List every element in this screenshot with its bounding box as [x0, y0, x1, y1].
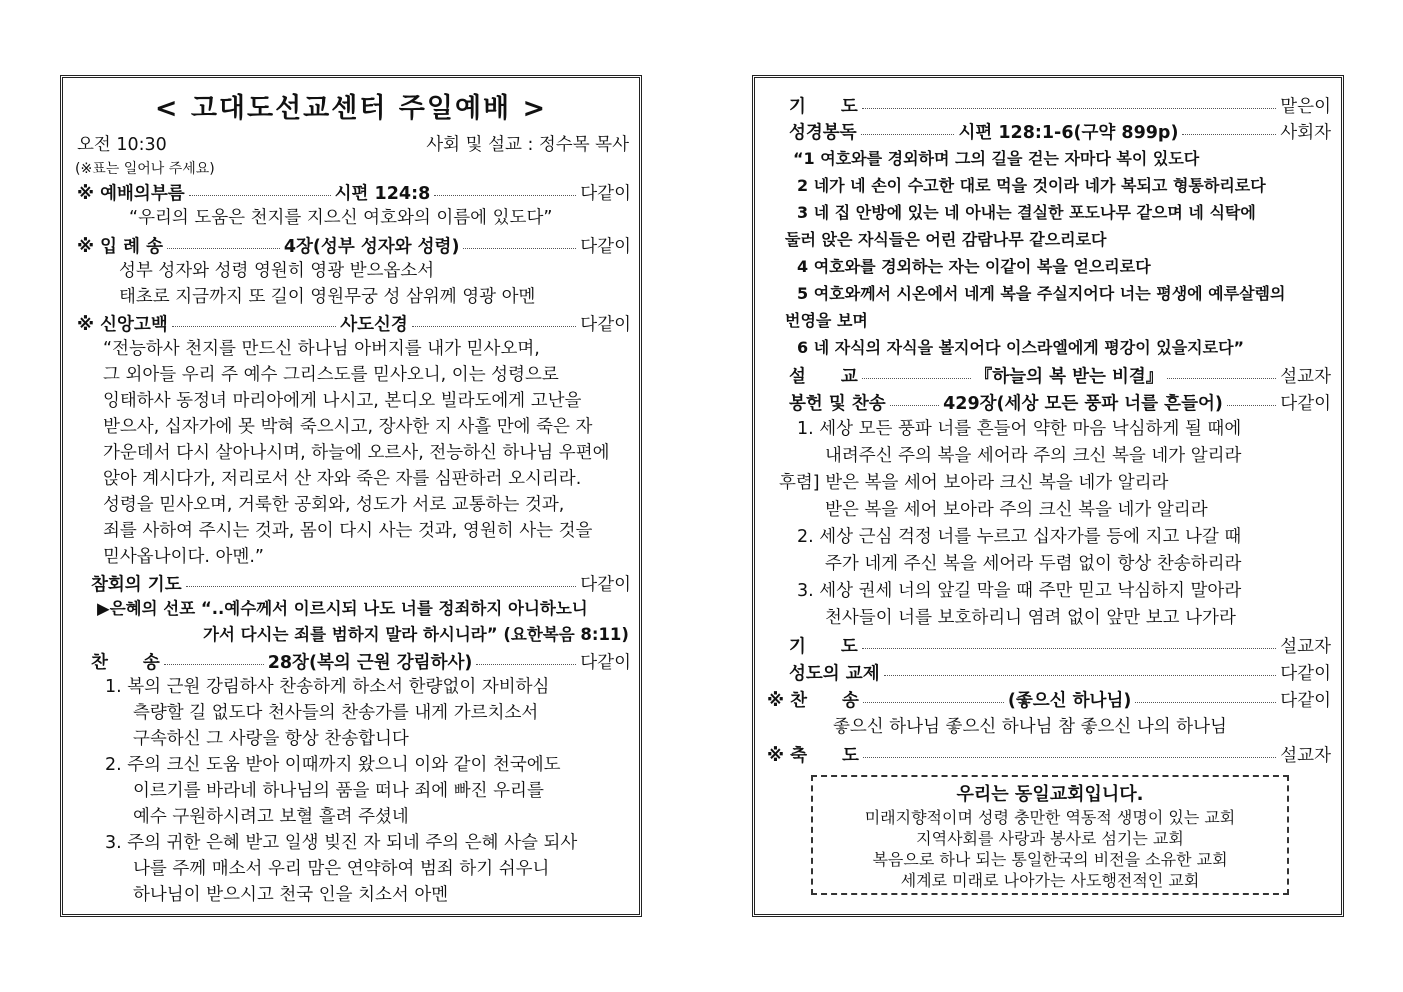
order-label: ※ 신앙고백 [77, 314, 168, 335]
hymn-line: 2. 주의 크신 도움 받아 이때까지 왔으니 이와 같이 천국에도 [105, 755, 561, 775]
order-label: 참회의 기도 [91, 574, 182, 595]
order-fellowship [789, 659, 1331, 685]
hymn-line: 구속하신 그 사랑을 항상 찬송합니다 [133, 729, 409, 749]
order-benediction [767, 741, 1331, 767]
hymn-line: 2. 세상 근심 걱정 너를 누르고 십자가를 등에 지고 나갈 때 [797, 527, 1242, 547]
grace-declaration: ▶은혜의 선포 “..예수께서 이르시되 나도 너를 정죄하지 아니하노니 [97, 599, 588, 618]
scripture-line: 4 여호와를 경외하는 자는 이같이 복을 얻으리로다 [797, 257, 1151, 276]
order-right: 맡은이 [1280, 96, 1331, 117]
order-label: ※ 축 도 [767, 745, 859, 766]
vision-title: 우리는 동일교회입니다. [956, 784, 1144, 805]
scripture-line: 2 네가 네 손이 수고한 대로 먹을 것이라 네가 복되고 형통하리로다 [797, 176, 1266, 195]
order-closing-hymn [767, 686, 1331, 712]
hymn-line: 받은 복을 세어 보아라 주의 크신 복을 네가 알리라 [825, 500, 1208, 520]
order-right: 다같이 [580, 314, 632, 335]
hymn-line: 이르기를 바라네 하나님의 품을 떠나 죄에 빠진 우리를 [133, 781, 544, 801]
hymn-line: 주가 네게 주신 복을 세어라 두렴 없이 항상 찬송하리라 [825, 554, 1242, 574]
order-right: 설교자 [1280, 366, 1331, 387]
order-center: 4장(성부 성자와 성령) [283, 236, 460, 257]
order-creed [77, 310, 631, 336]
service-time: 오전 10:30 [77, 135, 167, 155]
creed-line: 잉태하사 동정녀 마리아에게 나시고, 본디오 빌라도에게 고난을 [103, 391, 582, 411]
hymn-line: 3. 세상 권세 너의 앞길 막을 때 주만 믿고 낙심하지 말아라 [797, 581, 1242, 601]
order-right: 사회자 [1280, 122, 1332, 143]
service-leader: 사회 및 설교 : 정수목 목사 [426, 135, 629, 155]
order-center: 28장(복의 근원 강림하사) [267, 652, 473, 673]
order-hymn [91, 648, 631, 674]
order-label: 설 교 [789, 366, 858, 387]
order-label: 찬 송 [91, 652, 160, 673]
order-center: 시편 124:8 [334, 183, 431, 204]
order-label: 기 도 [789, 96, 858, 117]
scripture-line: 3 네 집 안방에 있는 네 아내는 결실한 포도나무 같으며 네 식탁에 [797, 203, 1256, 222]
order-prayer-2 [789, 632, 1331, 658]
grace-declaration-cont: 가서 다시는 죄를 범하지 말라 하시니라” (요한복음 8:11) [203, 625, 629, 644]
order-offering [789, 389, 1331, 415]
order-right: 다같이 [580, 236, 631, 257]
vision-line: 복음으로 하나 되는 통일한국의 비전을 소유한 교회 [872, 850, 1228, 869]
vision-line: 세계로 미래로 나아가는 사도행전적인 교회 [900, 871, 1200, 890]
order-label: ※ 입 례 송 [77, 236, 164, 257]
order-right: 다같이 [580, 652, 631, 673]
hymn-line: 태초로 지금까지 또 길이 영원무궁 성 삼위께 영광 아멘 [119, 287, 536, 307]
order-right: 다같이 [580, 574, 631, 595]
hymn-line: 측량할 길 없도다 천사들의 찬송가를 내게 가르치소서 [133, 703, 539, 723]
hymn-line: 성부 성자와 성령 영원히 영광 받으옵소서 [119, 261, 435, 281]
call-text: “우리의 도움은 천지를 지으신 여호와의 이름에 있도다” [129, 208, 553, 228]
order-right: 다같이 [580, 183, 631, 204]
order-right: 설교자 [1280, 745, 1331, 766]
left-bulletin-page [60, 75, 642, 917]
vision-line: 미래지향적이며 성령 충만한 역동적 생명이 있는 교회 [864, 808, 1236, 827]
order-center: 시편 128:1-6(구약 899p) [958, 122, 1179, 143]
order-label: ※ 찬 송 [767, 690, 859, 711]
order-prayer [789, 92, 1331, 118]
right-bulletin-page [752, 75, 1344, 917]
order-label: 기 도 [789, 636, 858, 657]
creed-line: “전능하사 천지를 만드신 하나님 아버지를 내가 믿사오며, [103, 339, 540, 359]
order-scripture-reading [789, 118, 1331, 144]
order-right: 다같이 [1280, 690, 1332, 711]
hymn-line: 3. 주의 귀한 은혜 받고 일생 빚진 자 되네 주의 은혜 사슬 되사 [105, 833, 578, 853]
order-center: 사도신경 [340, 314, 408, 335]
order-opening-hymn [77, 232, 631, 258]
order-right: 설교자 [1280, 636, 1331, 657]
scripture-line: 둘러 앉은 자식들은 어린 감람나무 같으리로다 [785, 230, 1107, 249]
scripture-line: “1 여호와를 경외하며 그의 길을 걷는 자마다 복이 있도다 [793, 149, 1200, 168]
order-label: ※ 예배의부름 [77, 183, 185, 204]
creed-line: 죄를 사하여 주시는 것과, 몸이 다시 사는 것과, 영원히 사는 것을 [103, 521, 593, 541]
hymn-line: 하나님이 받으시고 천국 인을 치소서 아멘 [133, 885, 449, 905]
creed-line: 받으사, 십자가에 못 박혀 죽으시고, 장사한 지 사흘 만에 죽은 자 [103, 417, 593, 437]
hymn-line: 내려주신 주의 복을 세어라 주의 크신 복을 네가 알리라 [825, 446, 1242, 466]
creed-line: 믿사옵나이다. 아멘.” [103, 547, 264, 567]
order-right: 다같이 [1280, 393, 1332, 414]
hymn-line: 나를 주께 매소서 우리 맘은 연약하여 범죄 하기 쉬우니 [133, 859, 550, 879]
vision-line: 지역사회를 사랑과 봉사로 섬기는 교회 [916, 829, 1184, 848]
order-repentance-prayer [91, 570, 631, 596]
creed-line: 가운데서 다시 살아나시며, 하늘에 오르사, 전능하신 하나님 우편에 [103, 443, 610, 463]
creed-line: 앉아 계시다가, 저리로서 산 자와 죽은 자를 심판하러 오시리라. [103, 469, 582, 489]
scripture-line: 5 여호와께서 시온에서 네게 복을 주실지어다 너는 평생에 예루살렘의 [797, 284, 1286, 303]
hymn-line: 예수 구원하시려고 보혈 흘려 주셨네 [133, 807, 409, 827]
scripture-line: 6 네 자식의 자식을 볼지어다 이스라엘에게 평강이 있을지로다” [797, 338, 1245, 357]
sermon-title: 『하늘의 복 받는 비결』 [974, 366, 1164, 387]
order-center: 429장(세상 모든 풍파 너를 흔들어) [943, 393, 1223, 414]
creed-line: 그 외아들 우리 주 예수 그리스도를 믿사오니, 이는 성령으로 [103, 365, 559, 385]
order-sermon [789, 362, 1331, 388]
order-label: 봉헌 및 찬송 [789, 393, 886, 414]
church-vision-box [811, 775, 1289, 895]
order-center: (좋으신 하나님) [1007, 690, 1132, 711]
hymn-refrain: 후렴] 받은 복을 세어 보아라 크신 복을 네가 알리라 [779, 473, 1169, 493]
hymn-line: 좋으신 하나님 좋으신 하나님 참 좋으신 나의 하나님 [833, 717, 1227, 737]
scripture-line: 번영을 보며 [785, 311, 868, 330]
order-call-to-worship [77, 179, 631, 205]
order-label: 성경봉독 [789, 122, 857, 143]
bulletin-title: < 고대도선교센터 주일예배 > [154, 93, 548, 124]
hymn-line: 1. 복의 근원 강림하사 찬송하게 하소서 한량없이 자비하심 [105, 677, 550, 697]
hymn-line: 천사들이 너를 보호하리니 염려 없이 앞만 보고 나가라 [825, 608, 1236, 628]
order-label: 성도의 교제 [789, 663, 880, 684]
standing-note: (※표는 일어나 주세요) [75, 161, 215, 177]
creed-line: 성령을 믿사오며, 거룩한 공회와, 성도가 서로 교통하는 것과, [103, 495, 565, 515]
hymn-line: 1. 세상 모든 풍파 너를 흔들어 약한 마음 낙심하게 될 때에 [797, 419, 1242, 439]
order-right: 다같이 [1280, 663, 1331, 684]
